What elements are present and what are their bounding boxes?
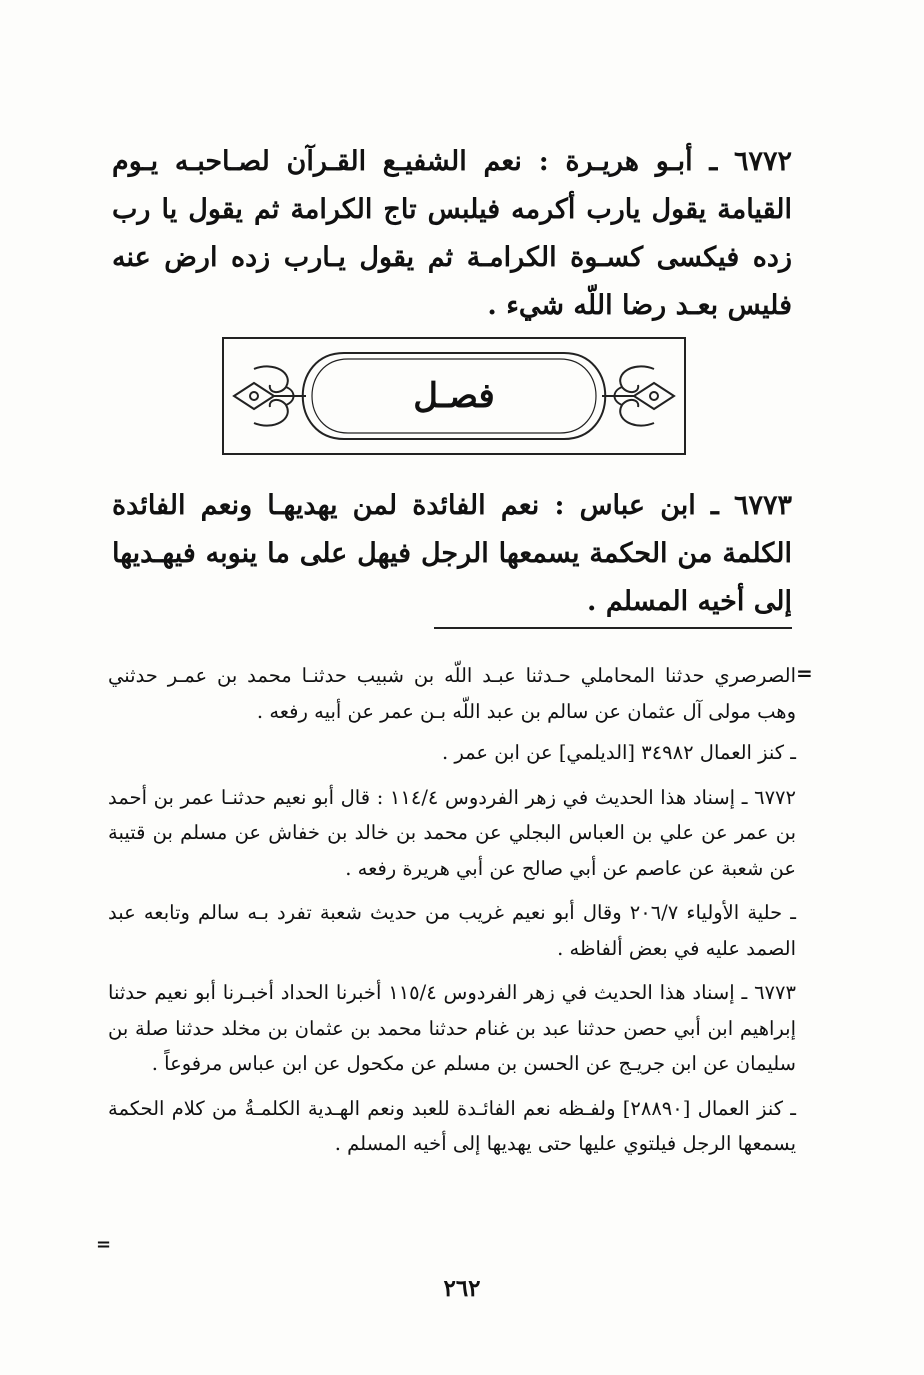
hadith-entry-6773: [112, 482, 792, 626]
footnote-paragraph: ٦٧٧٣ ـ إسناد هذا الحديث في زهر الفردوس ١١٥/٤ أخبرنا الحداد أخبـرنا أبو نعيم حدثنا إبراهيم ابن أبي حصن حدثنا عبد بن غنام حدثنا محمد بن عثمان بن مخلد حدثنا صلة بن سليمان عن ابن جريـج عن الحسن بن مسلم عن مكحول عن ابن عباس مرفوعاً .: [108, 981, 796, 1075]
entry-6772-heading: ٦٧٧٢ ـ أبـو هريـرة :: [538, 146, 792, 177]
entry-6773-text: نعم الفائدة لمن يهديهـا ونعم الفائدة الكلمة من الحكمة يسمعها الرجل فيهل على ما ينوبه فيهـديها إلى أخيه المسلم .: [112, 490, 792, 617]
section-heading-frame: [222, 337, 686, 455]
footnotes: [108, 658, 796, 1171]
hadith-entry-6772: [112, 138, 792, 330]
footnote-paragraph: ـ كنز العمال [٢٨٨٩٠] ولفـظه نعم الفائـدة للعبد ونعم الهـدية الكلمـةُ من كلام الحكمة يسمعها الرجل فيلتوي عليها حتى يهديها إلى أخيه المسلم .: [108, 1096, 796, 1155]
footnote-paragraph: الصرصري حدثنا المحاملي حـدثنا عبـد اللّه بن شبيب حدثنـا محمد بن عمـر حدثني وهب مولى آل عثمان عن سالم بن عبد اللّه بـن عمر عن أبيه رفعه .: [108, 664, 796, 723]
footnote-divider: [434, 627, 792, 629]
footnote-continuation-mark: =: [796, 661, 813, 685]
footnote-continuation-mark-bottom: =: [96, 1234, 112, 1255]
entry-6772-text: نعم الشفيـع القـرآن لصـاحبـه يـوم القيامة يقول يارب أكرمه فيلبس تاج الكرامة ثم يقول يا رب زده فيكسى كسـوة الكرامـة ثم يقول يـارب زده ارض عنه فليس بعـد رضا اللّه شيء .: [112, 146, 792, 321]
section-title: فصـل: [413, 376, 495, 416]
footnote-paragraph: ٦٧٧٢ ـ إسناد هذا الحديث في زهر الفردوس ١١٤/٤ : قال أبو نعيم حدثنـا عمر بن أحمد بن عمر عن علي بن العباس البجلي عن محمد بن خالد بن خفاش عن مسلم بن قتيبة عن شعبة عن عاصم عن أبي صالح عن أبي هريرة رفعه .: [108, 785, 796, 880]
page-number: ٢٦٢: [443, 1275, 481, 1302]
footnote-paragraph: ـ كنز العمال ٣٤٩٨٢ [الديلمي] عن ابن عمر .: [441, 741, 796, 764]
footnote-paragraph: ـ حلية الأولياء ٢٠٦/٧ وقال أبو نعيم غريب من حديث شعبة تفرد بـه سالم وتابعه عبد الصمد عليه في بعض ألفاظه .: [108, 901, 796, 960]
entry-6773-heading: ٦٧٧٣ ـ ابن عباس :: [554, 490, 792, 521]
